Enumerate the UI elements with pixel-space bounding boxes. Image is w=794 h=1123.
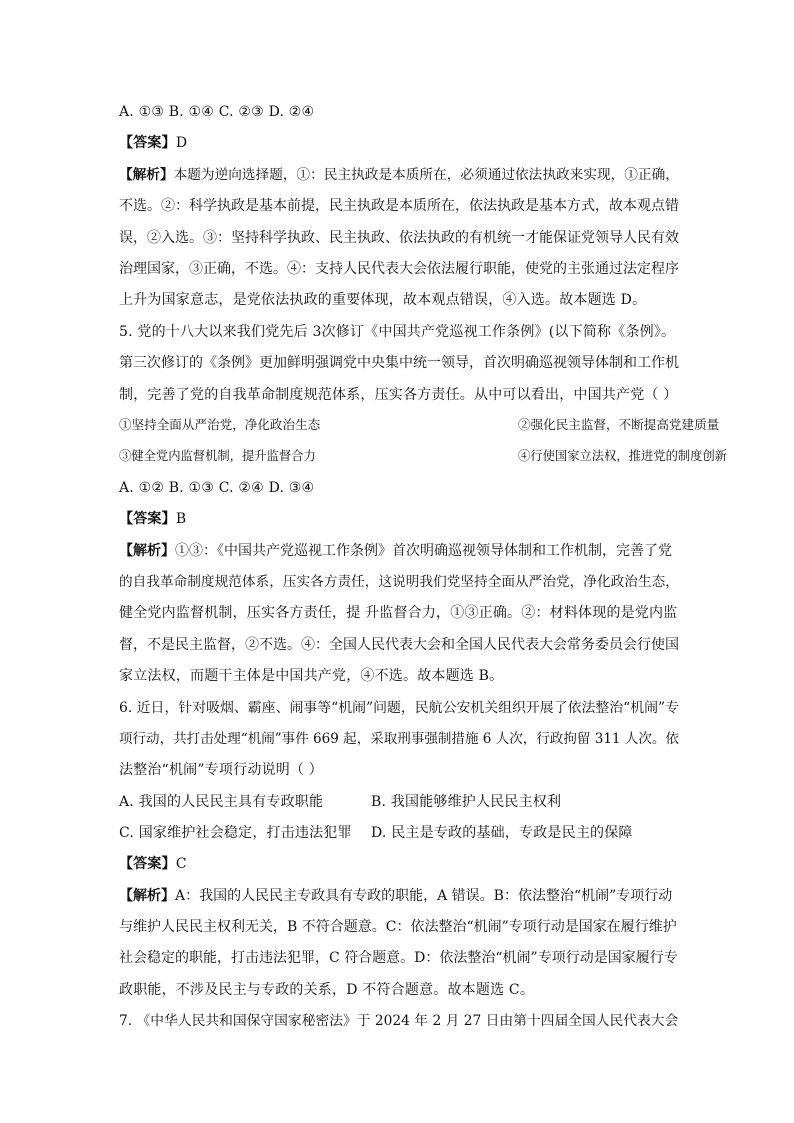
q5-analysis-line-5: 家立法权，而题干主体是中国共产党，④不选。故本题选 B。 [119,668,504,684]
q6-stem-line-2: 项行动，共打击处理“机闹”事件 669 起，采取刑事强制措施 6 人次，行政拘留 311 人次。依 [119,731,679,747]
q5-analysis-line-3: 健全党内监督机制，压实各方责任，提 升监督合力，①③正确。②：材料体现的是党内监 [119,605,678,621]
q4-analysis-line-3: 误，②入选。③：坚持科学执政、民主执政、依法执政的有机统一才能保证党领导人民有效 [119,230,679,246]
q6-choice-row-2 [119,823,679,843]
q5-item-2: ②强化民主监督，不断提高党建质量 [518,417,720,432]
analysis-text: ①③：《中国共产党巡视工作条例》首次明确巡视领导体制和工作机制，完善了党 [175,543,672,559]
q5-analysis-line-2: 的自我革命制度规范体系，压实各方责任，这说明我们党坚持全面从严治党，净化政治生态， [119,574,679,590]
q5-item-1: ①坚持全面从严治党，净化政治生态 [119,417,321,432]
q5-stem-line-2: 第三次修订的《条例》更加鲜明强调党中央集中统一领导，首次明确巡视领导体制和工作机 [119,355,679,371]
q4-analysis-line-4: 治理国家，③正确，不选。④：支持人民代表大会依法履行职能，使党的主张通过法定程序 [119,261,679,277]
answer-label: 【答案】 [119,511,176,527]
q5-answer [119,509,679,529]
answer-label: 【答案】 [119,856,176,872]
answer-value: C [175,856,187,872]
q5-item-3: ③健全党内监督机制，提升监督合力 [119,449,316,463]
q4-options: A. ①③ B. ①④ C. ②③ D. ②④ [119,104,315,120]
analysis-label: 【解析】 [119,888,175,904]
q5-item-row-1 [119,415,720,435]
answer-label: 【答案】 [119,135,176,151]
q6-choice-row-1 [119,792,679,812]
q6-analysis-line-4: 政职能，不涉及民主与专政的关系，D 不符合题意。故本题选 C。 [119,982,535,998]
q4-analysis-line-5: 上升为国家意志，是党依法执政的重要体现，故本观点错误，④入选。故本题选 D。 [119,292,647,308]
q5-stem-line-3: 制，完善了党的自我革命制度规范体系，压实各方责任。从中可以看出，中国共产党（ ） [119,387,678,403]
q6-stem-line-1: 6. 近日，针对吸烟、霸座、闹事等“机闹”问题，民航公安机关组织开展了依法整治“机闹”专 [119,700,680,716]
answer-value: D [175,135,188,151]
q6-stem-line-3: 法整治“机闹”专项行动说明（ ） [119,762,323,778]
q6-answer [119,854,679,874]
q5-item-4: ④行使国家立法权，推进党的制度创新 [518,449,728,463]
answer-value: B [175,511,187,527]
q6-choice-b: B. 我国能够维护人民民主权利 [371,794,562,810]
analysis-label: 【解析】 [119,543,175,559]
q5-options: A. ①② B. ①③ C. ②④ D. ③④ [119,480,315,496]
q5-analysis-line-1 [119,541,679,561]
analysis-text: 本题为逆向选择题，①：民主执政是本质所在，必须通过依法执政来实现，①正确， [173,167,679,183]
analysis-text: A：我国的人民民主专政具有专政的职能，A 错误。B：依法整治“机闹”专项行动 [175,888,673,904]
q6-analysis-line-2: 与维护人民民主权利无关，B 不符合题意。C：依法整治“机闹”专项行动是国家在履行维护 [119,919,677,935]
q4-analysis-line-1 [119,165,679,185]
q6-choice-a: A. 我国的人民民主具有专政职能 [119,794,324,810]
q7-stem-line-1: 7. 《中华人民共和国保守国家秘密法》于 2024 年 2 月 27 日由第十四届全国人民代表大会 [119,1013,679,1029]
q4-answer [119,133,679,153]
q5-item-row-2 [119,446,728,466]
q5-stem-line-1: 5. 党的十八大以来我们党先后 3次修订《中国共产党巡视工作条例》(以下简称《条例》。 [119,324,676,340]
q4-analysis-line-2: 不选。②：科学执政是基本前提，民主执政是本质所在，依法执政是基本方式，故本观点错 [119,198,679,214]
q6-choice-c: C. 国家维护社会稳定，打击违法犯罪 [119,825,352,841]
q5-analysis-line-4: 督，不是民主监督，②不选。④：全国人民代表大会和全国人民代表大会常务委员会行使国 [119,637,679,653]
q6-analysis-line-3: 社会稳定的职能，打击违法犯罪，C 符合题意。D：依法整治“机闹”专项行动是国家履行专 [119,950,678,966]
q6-analysis-line-1 [119,886,679,906]
q6-choice-d: D. 民主是专政的基础，专政是民主的保障 [371,825,633,841]
analysis-label: 【解析】 [119,167,174,183]
